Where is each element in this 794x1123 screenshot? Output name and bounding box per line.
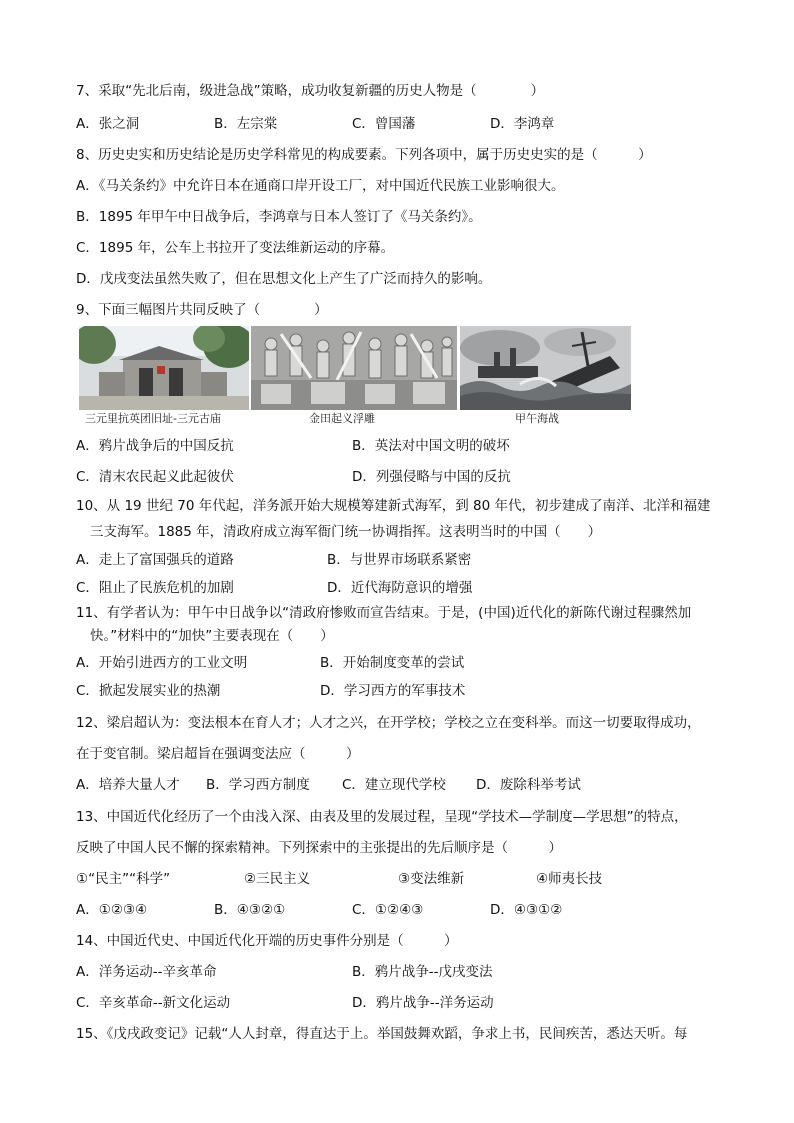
question-13-option-a: A．①②③④ <box>76 902 148 918</box>
question-9-option-d: D．列强侵略与中国的反抗 <box>352 469 511 485</box>
question-9-option-a: A．鸦片战争后的中国反抗 <box>76 438 234 454</box>
question-13-option-d: D．④③①② <box>490 902 563 918</box>
question-8-option-b: B．1895 年甲午中日战争后，李鸿章与日本人签订了《马关条约》。 <box>76 209 482 225</box>
question-12-stem-line-2: 在于变官制。梁启超旨在强调变法应（ ） <box>76 746 360 762</box>
question-12-stem-line-1: 12、梁启超认为：变法根本在育人才；人才之兴，在开学校；学校之立在变科举。而这一切要取得成功， <box>76 715 701 731</box>
question-9-caption-1: 三元里抗英团旧址-三元古庙 <box>85 412 221 425</box>
question-10-stem-line-1: 10、从 19 世纪 70 年代起，洋务派开始大规模筹建新式海军，到 80 年代，初步建成了南洋、北洋和福建 <box>76 498 711 514</box>
question-11-option-c: C．掀起发展实业的热潮 <box>76 683 221 699</box>
question-14-option-b: B．鸦片战争--戊戌变法 <box>352 964 493 980</box>
question-11-option-b: B．开始制度变革的尝试 <box>320 655 465 671</box>
question-7-stem: 7、采取“先北后南，级进急战”策略，成功收复新疆的历史人物是（ ） <box>76 83 545 99</box>
question-13-item-3: ③变法维新 <box>398 871 465 887</box>
question-8-option-c: C．1895 年，公车上书拉开了变法维新运动的序幕。 <box>76 240 395 256</box>
question-12-option-d: D．废除科举考试 <box>476 777 581 793</box>
question-11-option-a: A．开始引进西方的工业文明 <box>76 655 248 671</box>
question-14-option-d: D．鸦片战争--洋务运动 <box>352 995 494 1011</box>
question-13-stem-line-2: 反映了中国人民不懈的探索精神。下列探索中的主张提出的先后顺序是（ ） <box>76 840 562 856</box>
question-12-option-c: C．建立现代学校 <box>342 777 446 793</box>
question-8-option-d: D．戊戌变法虽然失败了，但在思想文化上产生了广泛而持久的影响。 <box>76 271 492 287</box>
question-14-option-a: A．洋务运动--辛亥革命 <box>76 964 217 980</box>
question-8-stem: 8、历史史实和历史结论是历史学科常见的构成要素。下列各项中，属于历史史实的是（ ） <box>76 147 652 163</box>
question-13-stem-line-1: 13、中国近代化经历了一个由浅入深、由表及里的发展过程，呈现“学技术—学制度—学思想”的特点， <box>76 809 688 825</box>
question-9-option-c: C．清末农民起义此起彼伏 <box>76 469 234 485</box>
question-11-stem-line-1: 11、有学者认为：甲午中日战争以“清政府惨败而宣告结束。于是，(中国)近代化的新陈代谢过程骤然加 <box>76 605 692 621</box>
question-7-option-d: D．李鸿章 <box>490 116 555 132</box>
question-13-item-4: ④师夷长技 <box>536 871 603 887</box>
question-10-option-d: D．近代海防意识的增强 <box>327 580 473 596</box>
question-15-stem: 15、《戊戌政变记》记载“人人封章，得直达于上。举国鼓舞欢蹈，争求上书，民间疾苦，悉达天听。每 <box>76 1026 688 1042</box>
question-11-stem-line-2: 快。”材料中的“加快”主要表现在（ ） <box>90 628 334 644</box>
question-9-option-b: B．英法对中国文明的破坏 <box>352 438 510 454</box>
question-10-option-b: B．与世界市场联系紧密 <box>327 552 472 568</box>
naval-battle-icon <box>460 326 631 410</box>
question-7-option-c: C．曾国藩 <box>352 116 416 132</box>
question-9-caption-3: 甲午海战 <box>515 412 559 425</box>
question-9-stem: 9、下面三幅图片共同反映了（ ） <box>76 302 328 318</box>
question-9-figures <box>79 326 631 426</box>
question-10-option-c: C．阻止了民族危机的加剧 <box>76 580 234 596</box>
question-13-option-b: B．④③②① <box>214 902 286 918</box>
relief-sculpture-icon <box>251 326 457 410</box>
temple-photo-icon <box>79 326 249 410</box>
question-9-caption-2: 金田起义浮雕 <box>309 412 375 425</box>
question-12-option-b: B．学习西方制度 <box>206 777 310 793</box>
question-10-stem-line-2: 三支海军。1885 年，清政府成立海军衙门统一协调指挥。这表明当时的中国（ ） <box>90 524 602 540</box>
question-14-option-c: C．辛亥革命--新文化运动 <box>76 995 231 1011</box>
question-7-option-b: B．左宗棠 <box>214 116 278 132</box>
question-13-option-c: C．①②④③ <box>352 902 424 918</box>
question-12-option-a: A．培养大量人才 <box>76 777 180 793</box>
question-14-stem: 14、中国近代史、中国近代化开端的历史事件分别是（ ） <box>76 933 458 949</box>
question-11-option-d: D．学习西方的军事技术 <box>320 683 466 699</box>
question-13-item-1: ①“民主”“科学” <box>76 871 171 887</box>
question-7-option-a: A．张之洞 <box>76 116 140 132</box>
question-8-option-a: A．《马关条约》中允许日本在通商口岸开设工厂，对中国近代民族工业影响很大。 <box>76 178 565 194</box>
question-10-option-a: A．走上了富国强兵的道路 <box>76 552 234 568</box>
question-13-item-2: ②三民主义 <box>244 871 311 887</box>
